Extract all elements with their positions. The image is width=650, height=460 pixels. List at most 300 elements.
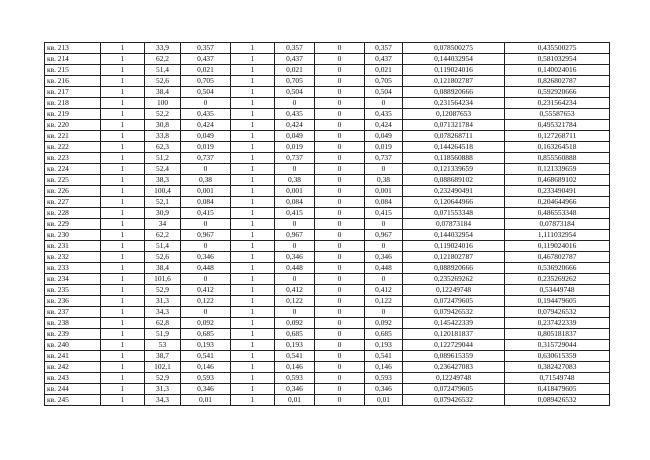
cell-value-b: 0,092 xyxy=(275,318,315,329)
cell-total: 0,07873184 xyxy=(505,219,610,230)
cell-value-c: 0 xyxy=(365,98,403,109)
table-row xyxy=(45,131,610,142)
cell-count: 1 xyxy=(101,384,145,395)
cell-count: 1 xyxy=(101,197,145,208)
cell-value-a: 0,193 xyxy=(181,340,231,351)
cell-value-b: 0,01 xyxy=(275,395,315,406)
table-row xyxy=(45,307,610,318)
cell-area: 38,3 xyxy=(145,175,181,186)
cell-share: 0,118560888 xyxy=(403,153,505,164)
cell-total: 0,53449748 xyxy=(505,285,610,296)
cell-apartment: кв. 223 xyxy=(45,153,101,164)
cell-count: 1 xyxy=(101,274,145,285)
cell-value-b: 0,019 xyxy=(275,142,315,153)
cell-value-a: 0,705 xyxy=(181,76,231,87)
cell-area: 62,2 xyxy=(145,54,181,65)
cell-area: 101,6 xyxy=(145,274,181,285)
cell-total: 0,805181837 xyxy=(505,329,610,340)
cell-share: 0,078500275 xyxy=(403,43,505,54)
cell-share: 0,122729044 xyxy=(403,340,505,351)
cell-total: 0,237422339 xyxy=(505,318,610,329)
cell-share: 0,088920666 xyxy=(403,263,505,274)
cell-zero: 0 xyxy=(315,329,365,340)
table-row xyxy=(45,153,610,164)
table-row xyxy=(45,373,610,384)
cell-count: 1 xyxy=(101,65,145,76)
cell-value-b: 0,437 xyxy=(275,54,315,65)
cell-value-a: 0,412 xyxy=(181,285,231,296)
cell-count: 1 xyxy=(101,43,145,54)
cell-value-a: 0,424 xyxy=(181,120,231,131)
cell-area: 52,9 xyxy=(145,373,181,384)
table-row xyxy=(45,274,610,285)
cell-count: 1 xyxy=(101,252,145,263)
cell-share: 0,119024016 xyxy=(403,65,505,76)
cell-coef: 1 xyxy=(231,373,275,384)
cell-apartment: кв. 240 xyxy=(45,340,101,351)
cell-value-b: 0 xyxy=(275,307,315,318)
table-row xyxy=(45,219,610,230)
table-row xyxy=(45,384,610,395)
cell-value-c: 0,38 xyxy=(365,175,403,186)
cell-count: 1 xyxy=(101,296,145,307)
cell-share: 0,120644966 xyxy=(403,197,505,208)
cell-value-b: 0,084 xyxy=(275,197,315,208)
cell-value-a: 0,593 xyxy=(181,373,231,384)
table-row xyxy=(45,208,610,219)
cell-total: 0,235269262 xyxy=(505,274,610,285)
cell-share: 0,235269262 xyxy=(403,274,505,285)
cell-zero: 0 xyxy=(315,43,365,54)
cell-value-c: 0,412 xyxy=(365,285,403,296)
cell-share: 0,088920666 xyxy=(403,87,505,98)
cell-coef: 1 xyxy=(231,252,275,263)
cell-count: 1 xyxy=(101,76,145,87)
cell-coef: 1 xyxy=(231,142,275,153)
cell-zero: 0 xyxy=(315,98,365,109)
cell-coef: 1 xyxy=(231,153,275,164)
cell-count: 1 xyxy=(101,175,145,186)
cell-total: 0,233490491 xyxy=(505,186,610,197)
cell-share: 0,089615359 xyxy=(403,351,505,362)
cell-zero: 0 xyxy=(315,120,365,131)
cell-apartment: кв. 229 xyxy=(45,219,101,230)
cell-area: 52,2 xyxy=(145,109,181,120)
cell-coef: 1 xyxy=(231,43,275,54)
cell-apartment: кв. 237 xyxy=(45,307,101,318)
cell-total: 0,382427083 xyxy=(505,362,610,373)
cell-area: 33,8 xyxy=(145,131,181,142)
cell-value-a: 0,01 xyxy=(181,395,231,406)
cell-coef: 1 xyxy=(231,65,275,76)
cell-value-b: 0,685 xyxy=(275,329,315,340)
cell-coef: 1 xyxy=(231,395,275,406)
cell-share: 0,231564234 xyxy=(403,98,505,109)
cell-value-a: 0,448 xyxy=(181,263,231,274)
table-row xyxy=(45,230,610,241)
cell-share: 0,144032954 xyxy=(403,230,505,241)
cell-value-c: 0,001 xyxy=(365,186,403,197)
cell-value-c: 0 xyxy=(365,241,403,252)
cell-apartment: кв. 236 xyxy=(45,296,101,307)
cell-value-c: 0 xyxy=(365,164,403,175)
cell-count: 1 xyxy=(101,186,145,197)
cell-value-b: 0,424 xyxy=(275,120,315,131)
cell-total: 0,418479605 xyxy=(505,384,610,395)
cell-value-a: 0,737 xyxy=(181,153,231,164)
cell-total: 0,140024016 xyxy=(505,65,610,76)
cell-value-b: 0 xyxy=(275,164,315,175)
cell-value-a: 0,685 xyxy=(181,329,231,340)
cell-area: 53 xyxy=(145,340,181,351)
cell-total: 0,163264518 xyxy=(505,142,610,153)
cell-coef: 1 xyxy=(231,54,275,65)
cell-total: 0,486553348 xyxy=(505,208,610,219)
apartment-table xyxy=(44,42,610,406)
cell-share: 0,079426532 xyxy=(403,307,505,318)
cell-value-a: 0 xyxy=(181,241,231,252)
cell-apartment: кв. 213 xyxy=(45,43,101,54)
cell-share: 0,071553348 xyxy=(403,208,505,219)
cell-value-a: 0 xyxy=(181,164,231,175)
cell-apartment: кв. 242 xyxy=(45,362,101,373)
cell-value-c: 0,593 xyxy=(365,373,403,384)
cell-count: 1 xyxy=(101,219,145,230)
cell-coef: 1 xyxy=(231,362,275,373)
cell-count: 1 xyxy=(101,285,145,296)
table-row xyxy=(45,65,610,76)
cell-value-a: 0 xyxy=(181,274,231,285)
cell-value-b: 0,705 xyxy=(275,76,315,87)
cell-value-a: 0,437 xyxy=(181,54,231,65)
cell-zero: 0 xyxy=(315,109,365,120)
cell-value-b: 0,001 xyxy=(275,186,315,197)
cell-apartment: кв. 230 xyxy=(45,230,101,241)
table-row xyxy=(45,252,610,263)
cell-total: 0,467802787 xyxy=(505,252,610,263)
cell-value-a: 0,001 xyxy=(181,186,231,197)
cell-value-b: 0 xyxy=(275,274,315,285)
cell-value-c: 0,084 xyxy=(365,197,403,208)
cell-apartment: кв. 216 xyxy=(45,76,101,87)
cell-count: 1 xyxy=(101,120,145,131)
cell-value-c: 0 xyxy=(365,219,403,230)
cell-value-a: 0,346 xyxy=(181,384,231,395)
cell-coef: 1 xyxy=(231,263,275,274)
cell-total: 0,468689102 xyxy=(505,175,610,186)
cell-coef: 1 xyxy=(231,87,275,98)
cell-coef: 1 xyxy=(231,164,275,175)
cell-total: 0,536920666 xyxy=(505,263,610,274)
cell-apartment: кв. 221 xyxy=(45,131,101,142)
cell-value-b: 0,38 xyxy=(275,175,315,186)
cell-zero: 0 xyxy=(315,384,365,395)
cell-area: 31,3 xyxy=(145,296,181,307)
cell-value-c: 0,737 xyxy=(365,153,403,164)
cell-area: 100 xyxy=(145,98,181,109)
table-row xyxy=(45,395,610,406)
cell-coef: 1 xyxy=(231,208,275,219)
cell-zero: 0 xyxy=(315,219,365,230)
cell-count: 1 xyxy=(101,307,145,318)
cell-zero: 0 xyxy=(315,373,365,384)
cell-share: 0,12087653 xyxy=(403,109,505,120)
cell-value-c: 0,685 xyxy=(365,329,403,340)
cell-total: 0,855560888 xyxy=(505,153,610,164)
cell-area: 31,3 xyxy=(145,384,181,395)
cell-value-c: 0,424 xyxy=(365,120,403,131)
cell-count: 1 xyxy=(101,98,145,109)
cell-total: 0,194479605 xyxy=(505,296,610,307)
table-row xyxy=(45,285,610,296)
cell-share: 0,078268711 xyxy=(403,131,505,142)
cell-value-a: 0,357 xyxy=(181,43,231,54)
cell-count: 1 xyxy=(101,241,145,252)
cell-coef: 1 xyxy=(231,384,275,395)
cell-total: 0,127268711 xyxy=(505,131,610,142)
cell-coef: 1 xyxy=(231,296,275,307)
cell-area: 34 xyxy=(145,219,181,230)
cell-count: 1 xyxy=(101,87,145,98)
table-row xyxy=(45,351,610,362)
table-row xyxy=(45,54,610,65)
cell-value-b: 0,021 xyxy=(275,65,315,76)
cell-coef: 1 xyxy=(231,109,275,120)
cell-value-c: 0,193 xyxy=(365,340,403,351)
cell-zero: 0 xyxy=(315,230,365,241)
cell-zero: 0 xyxy=(315,54,365,65)
cell-coef: 1 xyxy=(231,131,275,142)
cell-apartment: кв. 241 xyxy=(45,351,101,362)
cell-value-c: 0,122 xyxy=(365,296,403,307)
cell-count: 1 xyxy=(101,395,145,406)
cell-coef: 1 xyxy=(231,241,275,252)
cell-coef: 1 xyxy=(231,340,275,351)
cell-value-a: 0,049 xyxy=(181,131,231,142)
cell-value-b: 0,435 xyxy=(275,109,315,120)
cell-value-b: 0,346 xyxy=(275,384,315,395)
cell-value-a: 0,38 xyxy=(181,175,231,186)
cell-count: 1 xyxy=(101,142,145,153)
cell-area: 34,3 xyxy=(145,395,181,406)
cell-apartment: кв. 218 xyxy=(45,98,101,109)
cell-coef: 1 xyxy=(231,285,275,296)
cell-apartment: кв. 225 xyxy=(45,175,101,186)
cell-count: 1 xyxy=(101,351,145,362)
cell-zero: 0 xyxy=(315,197,365,208)
cell-zero: 0 xyxy=(315,65,365,76)
cell-apartment: кв. 233 xyxy=(45,263,101,274)
cell-count: 1 xyxy=(101,164,145,175)
cell-area: 51,4 xyxy=(145,65,181,76)
cell-zero: 0 xyxy=(315,340,365,351)
cell-share: 0,236427083 xyxy=(403,362,505,373)
cell-total: 0,495321784 xyxy=(505,120,610,131)
cell-coef: 1 xyxy=(231,197,275,208)
cell-count: 1 xyxy=(101,362,145,373)
cell-share: 0,120181837 xyxy=(403,329,505,340)
cell-value-c: 0,435 xyxy=(365,109,403,120)
cell-apartment: кв. 245 xyxy=(45,395,101,406)
cell-coef: 1 xyxy=(231,219,275,230)
cell-area: 52,6 xyxy=(145,76,181,87)
cell-area: 102,1 xyxy=(145,362,181,373)
cell-value-b: 0,049 xyxy=(275,131,315,142)
cell-total: 0,55587653 xyxy=(505,109,610,120)
cell-area: 52,6 xyxy=(145,252,181,263)
cell-coef: 1 xyxy=(231,186,275,197)
cell-zero: 0 xyxy=(315,164,365,175)
cell-value-a: 0,019 xyxy=(181,142,231,153)
cell-value-b: 0,412 xyxy=(275,285,315,296)
cell-total: 0,826802787 xyxy=(505,76,610,87)
cell-area: 51,4 xyxy=(145,241,181,252)
cell-zero: 0 xyxy=(315,252,365,263)
cell-value-c: 0,019 xyxy=(365,142,403,153)
cell-coef: 1 xyxy=(231,76,275,87)
cell-area: 30,9 xyxy=(145,208,181,219)
cell-area: 52,9 xyxy=(145,285,181,296)
cell-coef: 1 xyxy=(231,307,275,318)
table-row xyxy=(45,329,610,340)
cell-share: 0,121802787 xyxy=(403,76,505,87)
cell-value-b: 0,193 xyxy=(275,340,315,351)
cell-area: 52,4 xyxy=(145,164,181,175)
cell-count: 1 xyxy=(101,54,145,65)
cell-share: 0,121802787 xyxy=(403,252,505,263)
cell-coef: 1 xyxy=(231,230,275,241)
cell-zero: 0 xyxy=(315,296,365,307)
cell-coef: 1 xyxy=(231,120,275,131)
cell-value-c: 0 xyxy=(365,274,403,285)
table-row xyxy=(45,197,610,208)
cell-count: 1 xyxy=(101,340,145,351)
cell-area: 34,3 xyxy=(145,307,181,318)
cell-apartment: кв. 244 xyxy=(45,384,101,395)
cell-apartment: кв. 235 xyxy=(45,285,101,296)
cell-value-a: 0 xyxy=(181,307,231,318)
cell-zero: 0 xyxy=(315,307,365,318)
cell-coef: 1 xyxy=(231,318,275,329)
table-row xyxy=(45,164,610,175)
cell-value-a: 0,967 xyxy=(181,230,231,241)
cell-value-a: 0,415 xyxy=(181,208,231,219)
cell-count: 1 xyxy=(101,230,145,241)
cell-value-a: 0,122 xyxy=(181,296,231,307)
cell-value-a: 0,092 xyxy=(181,318,231,329)
cell-area: 51,9 xyxy=(145,329,181,340)
cell-value-a: 0,146 xyxy=(181,362,231,373)
cell-total: 0,119024016 xyxy=(505,241,610,252)
cell-value-c: 0,415 xyxy=(365,208,403,219)
cell-value-b: 0,346 xyxy=(275,252,315,263)
cell-apartment: кв. 234 xyxy=(45,274,101,285)
cell-value-a: 0,346 xyxy=(181,252,231,263)
table-row xyxy=(45,120,610,131)
cell-share: 0,119024016 xyxy=(403,241,505,252)
cell-value-c: 0,092 xyxy=(365,318,403,329)
table-body xyxy=(45,43,610,406)
cell-area: 38,4 xyxy=(145,87,181,98)
cell-area: 38,4 xyxy=(145,263,181,274)
cell-apartment: кв. 220 xyxy=(45,120,101,131)
cell-value-b: 0 xyxy=(275,98,315,109)
cell-total: 0,630615359 xyxy=(505,351,610,362)
cell-count: 1 xyxy=(101,329,145,340)
table-row xyxy=(45,175,610,186)
cell-total: 1,111032954 xyxy=(505,230,610,241)
cell-value-b: 0,541 xyxy=(275,351,315,362)
cell-total: 0,079426532 xyxy=(505,307,610,318)
cell-value-c: 0,146 xyxy=(365,362,403,373)
cell-apartment: кв. 232 xyxy=(45,252,101,263)
cell-apartment: кв. 231 xyxy=(45,241,101,252)
cell-value-a: 0 xyxy=(181,98,231,109)
cell-value-c: 0,346 xyxy=(365,384,403,395)
cell-zero: 0 xyxy=(315,186,365,197)
cell-total: 0,592920666 xyxy=(505,87,610,98)
cell-zero: 0 xyxy=(315,263,365,274)
cell-value-c: 0,049 xyxy=(365,131,403,142)
cell-zero: 0 xyxy=(315,76,365,87)
cell-value-c: 0,346 xyxy=(365,252,403,263)
cell-coef: 1 xyxy=(231,175,275,186)
cell-value-b: 0 xyxy=(275,219,315,230)
cell-coef: 1 xyxy=(231,351,275,362)
cell-value-c: 0,437 xyxy=(365,54,403,65)
cell-share: 0,072479605 xyxy=(403,384,505,395)
cell-share: 0,071321784 xyxy=(403,120,505,131)
cell-total: 0,089426532 xyxy=(505,395,610,406)
cell-share: 0,072479605 xyxy=(403,296,505,307)
cell-area: 51,2 xyxy=(145,153,181,164)
cell-count: 1 xyxy=(101,318,145,329)
cell-zero: 0 xyxy=(315,285,365,296)
table-row xyxy=(45,241,610,252)
cell-value-c: 0,541 xyxy=(365,351,403,362)
cell-total: 0,581032954 xyxy=(505,54,610,65)
cell-apartment: кв. 228 xyxy=(45,208,101,219)
table-row xyxy=(45,142,610,153)
cell-share: 0,232490491 xyxy=(403,186,505,197)
cell-apartment: кв. 224 xyxy=(45,164,101,175)
cell-zero: 0 xyxy=(315,208,365,219)
cell-value-b: 0,593 xyxy=(275,373,315,384)
cell-total: 0,204644966 xyxy=(505,197,610,208)
cell-area: 62,2 xyxy=(145,230,181,241)
cell-value-c: 0,705 xyxy=(365,76,403,87)
cell-area: 100,4 xyxy=(145,186,181,197)
cell-total: 0,231564234 xyxy=(505,98,610,109)
cell-value-a: 0,504 xyxy=(181,87,231,98)
cell-zero: 0 xyxy=(315,351,365,362)
cell-value-a: 0,435 xyxy=(181,109,231,120)
cell-count: 1 xyxy=(101,373,145,384)
cell-count: 1 xyxy=(101,131,145,142)
cell-count: 1 xyxy=(101,208,145,219)
cell-coef: 1 xyxy=(231,98,275,109)
table-row xyxy=(45,296,610,307)
cell-value-b: 0 xyxy=(275,241,315,252)
cell-share: 0,145422339 xyxy=(403,318,505,329)
cell-total: 0,435500275 xyxy=(505,43,610,54)
cell-share: 0,12249748 xyxy=(403,285,505,296)
cell-value-b: 0,357 xyxy=(275,43,315,54)
cell-area: 62,8 xyxy=(145,318,181,329)
cell-zero: 0 xyxy=(315,318,365,329)
cell-apartment: кв. 219 xyxy=(45,109,101,120)
cell-value-a: 0 xyxy=(181,219,231,230)
